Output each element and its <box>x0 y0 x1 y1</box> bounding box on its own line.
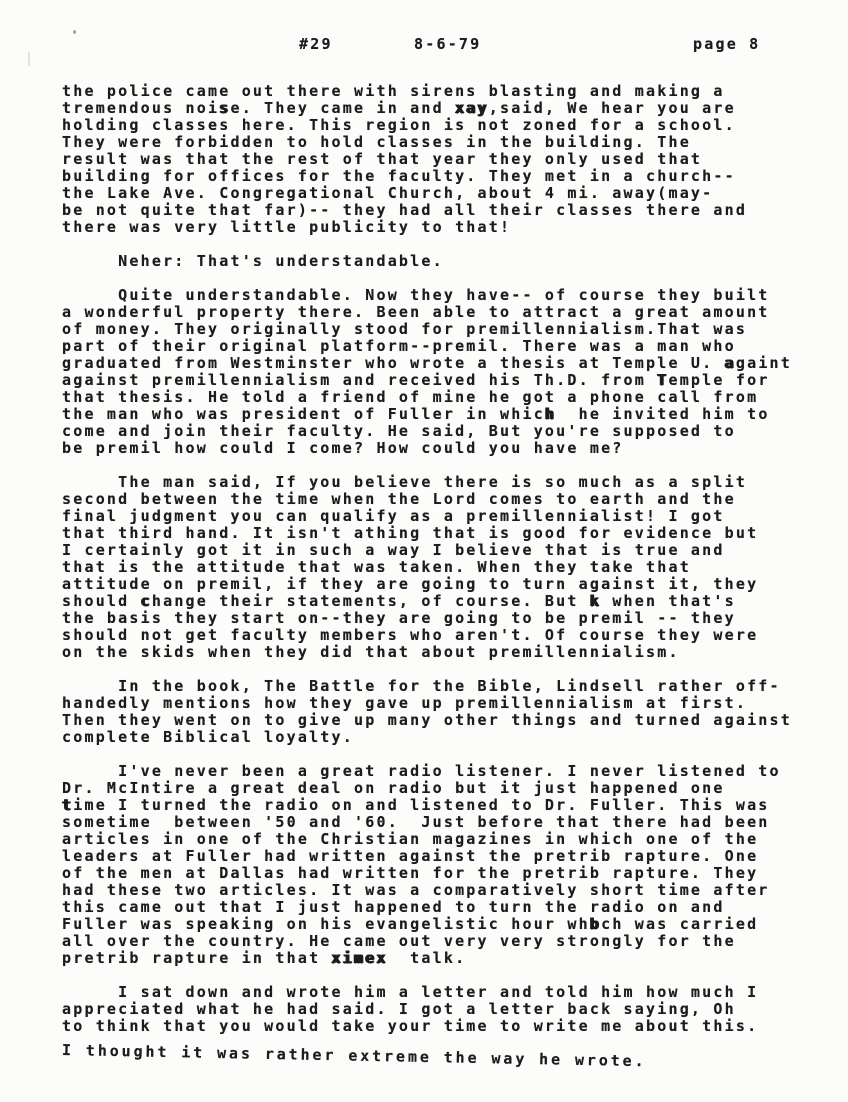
text-line: come and join their faculty. He said, But you're supposed to <box>62 422 736 440</box>
text-line: appreciated what he had said. I got a letter back saying, Oh <box>62 1000 736 1018</box>
document-date: 8-6-79 <box>414 35 482 53</box>
text-line: result was that the rest of that year they only used that <box>62 150 703 168</box>
document-number: #29 <box>299 35 333 53</box>
text-line: of the men at Dallas had written for the pretrib rapture. They <box>62 864 759 882</box>
text-line: should not get faculty members who aren't. Of course they were <box>62 626 759 644</box>
text-line: leaders at Fuller had written against the pretrib rapture. One <box>62 847 759 865</box>
text-line: The man said, If you believe there is so much as a split <box>62 473 748 491</box>
text-line: In the book, The Battle for the Bible, Lindsell rather off- <box>62 677 781 695</box>
text-line: that is the attitude that was taken. When they take that <box>62 558 691 576</box>
paragraph <box>62 763 822 967</box>
text-line: there was very little publicity to that! <box>62 218 512 236</box>
text-line: that third hand. It isn't athing that is good for evidence but <box>62 524 759 542</box>
text-line: They were forbidden to hold classes in the building. The <box>62 133 691 151</box>
text-line: graduated from Westminster who wrote a thesis at Temple U. againt <box>62 354 793 372</box>
text-line: part of their original platform--premil. There was a man who <box>62 337 736 355</box>
page-header <box>0 36 848 53</box>
text-line: all over the country. He came out very very strongly for the <box>62 932 736 950</box>
text-line: tremendous noise. They came in and xay,said, We hear you are <box>62 99 736 117</box>
overstruck-text: c <box>140 592 152 610</box>
text-line: handedly mentions how they gave up premillennialism at first. <box>62 694 748 712</box>
overstruck-text: s <box>219 99 231 117</box>
text-line: on the skids when they did that about premillennialism. <box>62 643 680 661</box>
paragraph <box>62 678 822 746</box>
text-line: this came out that I just happened to turn the radio on and <box>62 898 725 916</box>
text-line: Fuller was speaking on his evangelistic hour whbch was carried <box>62 915 759 933</box>
text-line: the man who was president of Fuller in which he invited him to <box>62 405 770 423</box>
page-number-label: page 8 <box>693 35 761 53</box>
paragraph <box>62 474 822 661</box>
text-line: holding classes here. This region is not zoned for a school. <box>62 116 736 134</box>
text-line: a wonderful property there. Been able to attract a great amount <box>62 303 770 321</box>
text-line: second between the time when the Lord comes to earth and the <box>62 490 736 508</box>
text-line: complete Biblical loyalty. <box>62 728 354 746</box>
text-line: be premil how could I come? How could you have me? <box>62 439 624 457</box>
text-line: pretrib rapture in that ximex talk. <box>62 949 467 967</box>
paragraph <box>62 253 822 270</box>
text-line: final judgment you can qualify as a premillennialist! I got <box>62 507 725 525</box>
text-line: had these two articles. It was a comparatively short time after <box>62 881 770 899</box>
paragraph <box>61 983 822 1071</box>
text-line: against premillennialism and received his Th.D. from Temple for <box>62 371 770 389</box>
text-line: to think that you would take your time to write me about this. <box>62 1017 759 1035</box>
stray-edge-mark <box>28 52 34 66</box>
text-line: the basis they start on--they are going to be premil -- they <box>62 609 736 627</box>
text-line: Then they went on to give up many other things and turned against <box>62 711 792 729</box>
text-line: I sat down and wrote him a letter and told him how much I <box>62 983 759 1001</box>
overstruck-text: t <box>62 796 74 814</box>
text-line: of money. They originally stood for premillennialism.That was <box>62 320 748 338</box>
text-line: the Lake Ave. Congregational Church, about 4 mi. away(may- <box>62 184 714 202</box>
text-line: articles in one of the Christian magazines in which one of the <box>62 830 759 848</box>
text-line: I've never been a great radio listener. I never listened to <box>62 762 781 780</box>
overstruck-text: T <box>657 371 669 389</box>
stray-ink-dot <box>73 30 76 34</box>
text-line: building for offices for the faculty. They met in a church-- <box>62 167 736 185</box>
overstruck-text: xay <box>455 99 489 117</box>
text-line: I thought it was rather extreme the way he wrote. <box>61 1041 647 1071</box>
text-line: attitude on premil, if they are going to turn against it, they <box>62 575 759 593</box>
text-line: Quite understandable. Now they have-- of course they built <box>62 286 770 304</box>
overstruck-text: b <box>589 915 602 933</box>
overstruck-text: a <box>724 354 736 372</box>
overstruck-text: ximex <box>331 949 388 967</box>
text-line: the police came out there with sirens blasting and making a <box>62 82 725 100</box>
text-line: Neher: That's understandable. <box>62 252 444 270</box>
text-line: I certainly got it in such a way I believe that is true and <box>62 541 725 559</box>
text-line: be not quite that far)-- they had all their classes there and <box>62 201 748 219</box>
text-line: that thesis. He told a friend of mine he got a phone call from <box>62 388 759 406</box>
overstruck-text: h <box>544 405 557 423</box>
paragraph <box>62 83 822 236</box>
overstruck-text: k <box>589 592 602 610</box>
text-line: should change their statements, of course. But k when that's <box>62 592 736 610</box>
text-line: time I turned the radio on and listened to Dr. Fuller. This was <box>62 796 770 814</box>
document-body <box>62 83 822 1076</box>
text-line: Dr. McIntire a great deal on radio but it just happened one <box>62 779 725 797</box>
text-line: sometime between '50 and '60. Just before that there had been <box>62 813 770 831</box>
paragraph <box>62 287 822 457</box>
